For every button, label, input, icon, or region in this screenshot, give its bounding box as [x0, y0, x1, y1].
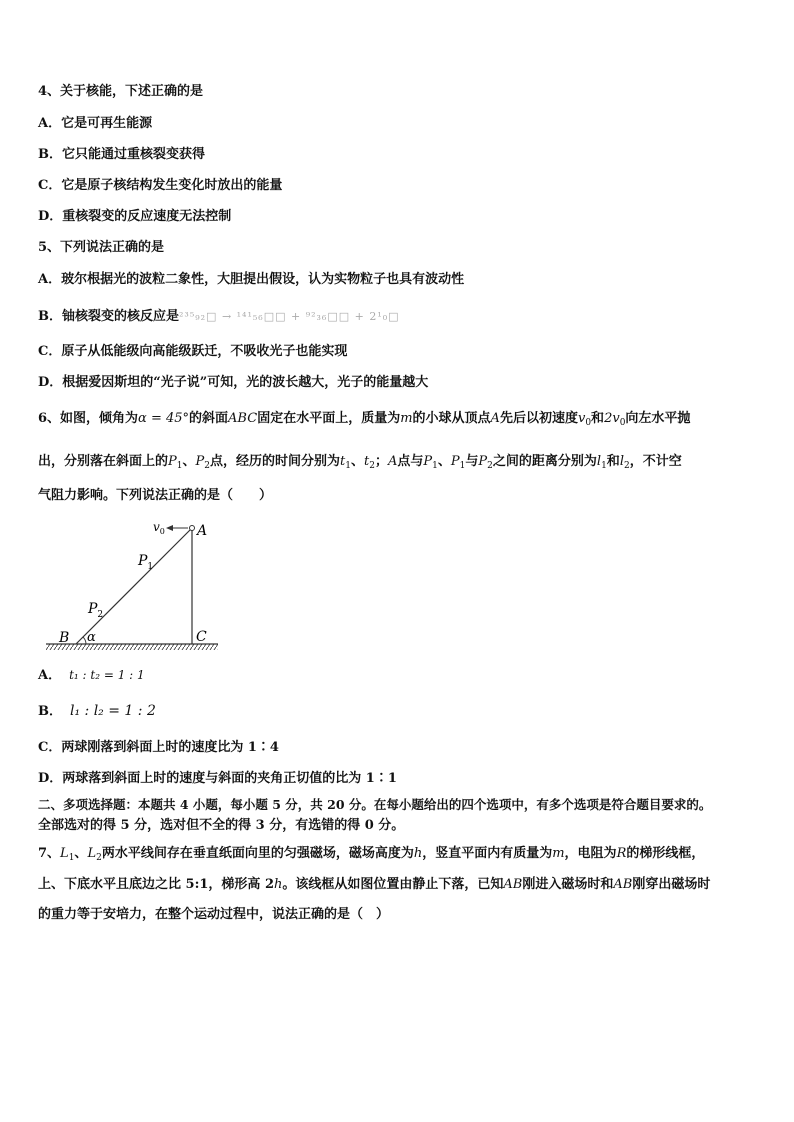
- q6-p2-sub: 2: [204, 461, 210, 471]
- q6-p2: P: [195, 454, 205, 469]
- alpha-arc: [83, 637, 86, 644]
- q6-l1: l: [596, 454, 602, 469]
- q6-option-b: [38, 702, 764, 721]
- fig-label-alpha: α: [87, 630, 96, 645]
- q6-text: 固定在水平面上，质量为: [257, 411, 401, 426]
- q6-stem-line1: [38, 410, 764, 432]
- fig-label-v0: $v_0$: [153, 520, 165, 536]
- q7-text: 刚穿出磁场时: [632, 877, 711, 892]
- q7-text: ，竖直平面内有质量为: [422, 846, 553, 861]
- q6-option-b-math: l₁ : l₂ = 1 : 2: [70, 703, 156, 719]
- q6-l2-sub: 2: [623, 461, 630, 471]
- q6-option-c: C．两球刚落到斜面上时的速度比为 1∶4: [38, 740, 279, 755]
- q5-nuclear-equation: ²³⁵₉₂□ → ¹⁴¹₅₆□□ + ⁹²₃₆□□ + 2¹₀□: [179, 310, 400, 323]
- q7-text: 的梯形线框，: [626, 846, 705, 861]
- q6-stem-line3: 气阻力影响。下列说法正确的是（ ）: [38, 488, 273, 503]
- q6-l1-sub: 1: [601, 461, 607, 471]
- q7-l1: L: [60, 846, 69, 861]
- q5-option-d: D．根据爱因斯坦的“光子说”可知，光的波长越大，光子的能量越大: [38, 375, 429, 390]
- q7-ab: AB: [613, 877, 633, 892]
- q5-option-a: A．玻尔根据光的波粒二象性，大胆提出假设，认为实物粒子也具有波动性: [38, 272, 465, 287]
- q6-v0: v: [577, 411, 586, 426]
- q5-option-b: [38, 308, 764, 326]
- q7-h: h: [274, 877, 283, 892]
- q6-v0-sub: 0: [585, 418, 592, 428]
- fig-label-b: B: [59, 630, 70, 646]
- q7-m: m: [552, 846, 565, 861]
- q6-2v0: 2v: [604, 411, 620, 426]
- q6-text: ；: [374, 454, 388, 469]
- q4-option-b: B．它只能通过重核裂变获得: [38, 147, 205, 162]
- q7-stem-line1: [38, 845, 764, 867]
- q5-option-c: C．原子从低能级向高能级跃迁，不吸收光子也能实现: [38, 344, 348, 359]
- ground-hatch: [46, 644, 218, 650]
- q6-text: 和: [591, 411, 605, 426]
- q6-text: 6、如图，倾角为: [38, 411, 139, 426]
- q6-angle: α = 45°: [138, 411, 190, 426]
- q7-text: 7、: [38, 846, 61, 861]
- q6-option-a: [38, 666, 764, 685]
- q6-2v0-sub: 0: [619, 418, 626, 428]
- incline-line: [76, 528, 192, 644]
- q6-text: 、: [437, 454, 451, 469]
- q6-text: 先后以初速度: [499, 411, 578, 426]
- q6-p1-sub: 1: [432, 461, 438, 471]
- q6-text: 点，经历的时间分别为: [210, 454, 341, 469]
- ball: [190, 526, 195, 531]
- q6-abc: ABC: [228, 411, 258, 426]
- q6-point-a: A: [387, 454, 398, 469]
- section2-line1: 二、多项选择题：本题共 4 小题，每小题 5 分，共 20 分。在每小题给出的四个选项中，有多个选项是符合题目要求的。: [38, 797, 712, 812]
- q6-text: 之间的距离分别为: [492, 454, 597, 469]
- section2-line2: 全部选对的得 5 分，选对但不全的得 3 分，有选错的得 0 分。: [38, 818, 405, 833]
- q4-option-d: D．重核裂变的反应速度无法控制: [38, 209, 232, 224]
- fig-label-p2: $P_2$: [88, 601, 104, 620]
- q7-text: 、: [74, 846, 88, 861]
- q6-text: 、: [350, 454, 364, 469]
- q6-p1-sub: 1: [176, 461, 183, 471]
- q7-h: h: [413, 846, 423, 861]
- q4-stem: 4、关于核能，下述正确的是: [38, 84, 204, 99]
- q6-t1-sub: 1: [345, 461, 351, 471]
- q7-text: 。该线框从如图位置由静止下落，已知: [282, 877, 504, 892]
- q6-l2: l: [619, 454, 624, 469]
- q6-option-a-math: t₁ : t₂ = 1 : 1: [69, 668, 145, 682]
- q6-text: 与: [465, 454, 479, 469]
- q4-option-c: C．它是原子核结构发生变化时放出的能量: [38, 178, 283, 193]
- q7-l1-sub: 1: [68, 853, 75, 863]
- q6-stem-line2: [38, 453, 764, 475]
- arrow-head-icon: [166, 525, 173, 531]
- q6-p1: P: [423, 454, 433, 469]
- q6-t2-sub: 2: [369, 461, 375, 471]
- q6-option-d: D．两球落到斜面上时的速度与斜面的夹角正切值的比为 1∶1: [38, 771, 397, 786]
- q6-text: 出，分别落在斜面上的: [38, 454, 169, 469]
- q7-r: R: [616, 846, 627, 861]
- q7-text: 两水平线间存在垂直纸面向里的匀强磁场，磁场高度为: [101, 846, 414, 861]
- q6-p1: P: [450, 454, 460, 469]
- q6-point-a: A: [490, 411, 500, 426]
- q7-ab: AB: [503, 877, 523, 892]
- q6-p2-sub: 2: [487, 461, 493, 471]
- q7-stem-line3: 的重力等于安培力，在整个运动过程中，说法正确的是（ ）: [38, 907, 390, 922]
- fig-label-a: A: [197, 523, 208, 539]
- q6-text: 向左水平抛: [625, 411, 691, 426]
- q7-stem-line2: [38, 876, 764, 894]
- q7-text: ，电阻为: [564, 846, 617, 861]
- q7-l2-sub: 2: [96, 853, 102, 863]
- q7-l2: L: [87, 846, 97, 861]
- q6-text: 和: [606, 454, 620, 469]
- fig-label-c: C: [196, 629, 207, 645]
- q6-p2: P: [478, 454, 488, 469]
- q6-p1: P: [168, 454, 177, 469]
- q4-option-a: A．它是可再生能源: [38, 116, 153, 131]
- q6-p1-sub: 1: [459, 461, 466, 471]
- fig-label-p1: $P_1$: [138, 553, 154, 572]
- q6-mass: m: [400, 411, 413, 426]
- q6-text: 的斜面: [189, 411, 229, 426]
- q6-option-b-label: B．: [38, 704, 62, 719]
- q6-text: 的小球从顶点: [412, 411, 491, 426]
- q7-text: 上、下底水平且底边之比 5:1，梯形高 2: [38, 877, 274, 892]
- q6-t1: t: [340, 454, 346, 469]
- q6-text: 点与: [397, 454, 424, 469]
- q7-text: 刚进入磁场时和: [522, 877, 614, 892]
- q5-stem: 5、下列说法正确的是: [38, 240, 165, 255]
- q6-option-a-label: A．: [38, 668, 62, 683]
- q6-text: ，不计空: [629, 454, 682, 469]
- q6-text: 、: [182, 454, 196, 469]
- q5-option-b-text: B．铀核裂变的核反应是: [38, 309, 179, 324]
- incline-figure: [40, 515, 240, 655]
- q6-t2: t: [364, 454, 370, 469]
